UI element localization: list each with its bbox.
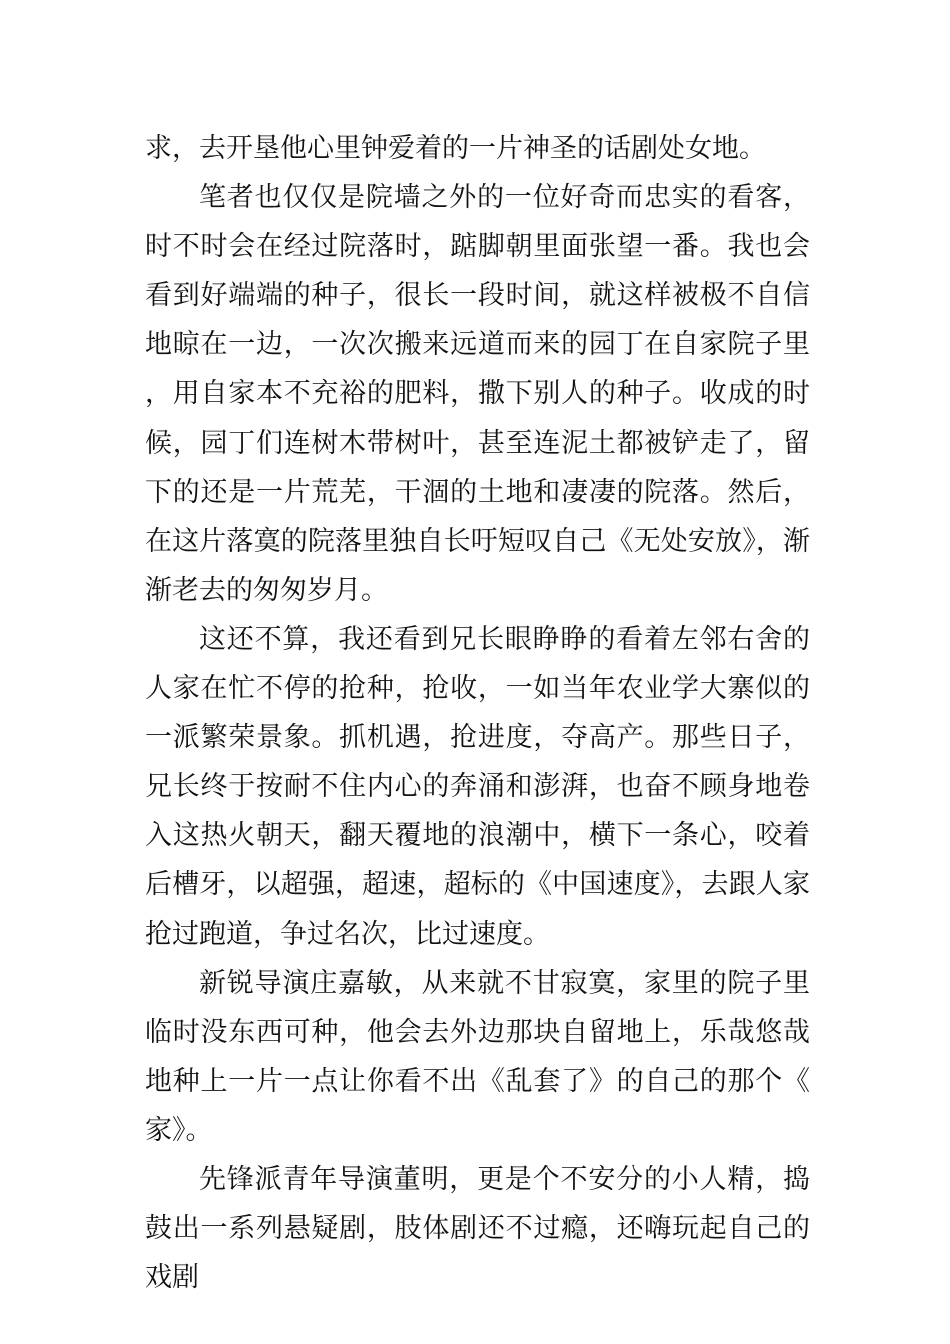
paragraph-3: 这还不算，我还看到兄长眼睁睁的看着左邻右舍的人家在忙不停的抢种，抢收，一如当年农业学大寨似的一派繁荣景象。抓机遇，抢进度，夺高产。那些日子，兄长终于按耐不住内心的奔涌和澎湃，也奋不顾身地卷入这热火朝天，翻天覆地的浪潮中，横下一条心，咬着后槽牙，以超强，超速，超标的《中国速度》，去跟人家抢过跑道，争过名次，比过速度。 — [145, 623, 810, 950]
paragraph-4: 新锐导演庄嘉敏，从来就不甘寂寞，家里的院子里临时没东西可种，他会去外边那块自留地上，乐哉悠哉地种上一片一点让你看不出《乱套了》的自己的那个《家》。 — [145, 967, 810, 1146]
paragraph-1: 求，去开垦他心里钟爱着的一片神圣的话剧处女地。 — [145, 133, 766, 164]
paragraph-5: 先锋派青年导演董明，更是个不安分的小人精，捣鼓出一系列悬疑剧，肢体剧还不过瘾，还嗨玩起自己的戏剧 — [145, 1163, 810, 1294]
paragraph-2: 笔者也仅仅是院墙之外的一位好奇而忠实的看客，时不时会在经过院落时，踮脚朝里面张望一番。我也会看到好端端的种子，很长一段时间，就这样被极不自信地晾在一边，一次次搬来远道而来的园丁在自家院子里，用自家本不充裕的肥料，撒下别人的种子。收成的时候，园丁们连树木带树叶，甚至连泥土都被铲走了，留下的还是一片荒芜，干涸的土地和凄凄的院落。然后，在这片落寞的院落里独自长吁短叹自己《无处安放》，渐渐老去的匆匆岁月。 — [145, 182, 810, 606]
body-text — [145, 124, 810, 1302]
